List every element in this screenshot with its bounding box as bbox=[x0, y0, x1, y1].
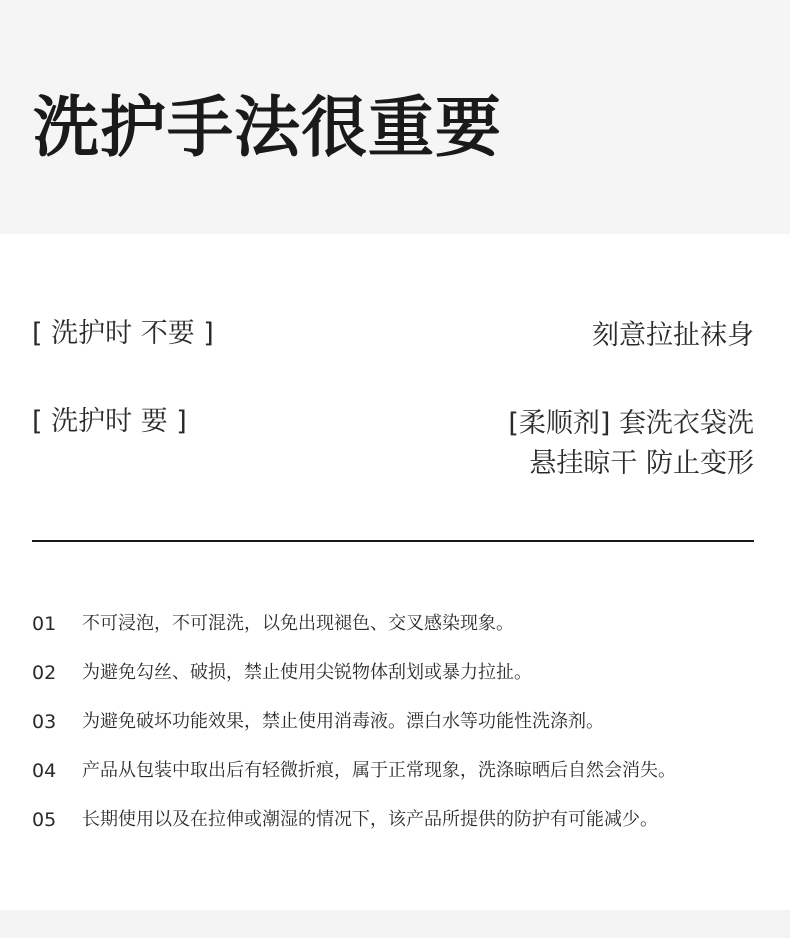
note-text: 长期使用以及在拉伸或潮湿的情况下，该产品所提供的防护有可能减少。 bbox=[82, 809, 658, 830]
note-number: 05 bbox=[32, 809, 57, 831]
note-text: 产品从包装中取出后有轻微折痕，属于正常现象，洗涤晾晒后自然会消失。 bbox=[82, 760, 676, 781]
care-value-do bbox=[508, 404, 754, 484]
page-title: 洗护手法很重要 bbox=[33, 89, 502, 166]
note-number: 04 bbox=[32, 760, 57, 782]
section-divider bbox=[32, 540, 754, 542]
note-number: 03 bbox=[32, 711, 57, 733]
note-text: 不可浸泡，不可混洗，以免出现褪色、交叉感染现象。 bbox=[82, 613, 514, 634]
care-value-line: 悬挂晾干 防止变形 bbox=[529, 448, 754, 479]
care-value-dont bbox=[592, 316, 754, 356]
note-text: 为避免破坏功能效果，禁止使用消毒液。漂白水等功能性洗涤剂。 bbox=[82, 711, 604, 732]
note-number: 02 bbox=[32, 662, 57, 684]
care-value-line: 刻意拉扯袜身 bbox=[592, 320, 754, 351]
notes-list bbox=[32, 606, 772, 851]
care-label-do: [ 洗护时 要 ] bbox=[32, 406, 187, 437]
list-item bbox=[32, 753, 772, 802]
note-number: 01 bbox=[32, 613, 57, 635]
list-item bbox=[32, 704, 772, 753]
care-label-dont: [ 洗护时 不要 ] bbox=[32, 318, 214, 349]
list-item bbox=[32, 802, 772, 851]
care-value-line: [柔顺剂] 套洗衣袋洗 bbox=[508, 408, 754, 439]
note-text: 为避免勾丝、破损，禁止使用尖锐物体刮划或暴力拉扯。 bbox=[82, 662, 532, 683]
list-item bbox=[32, 655, 772, 704]
care-row-do bbox=[32, 404, 754, 484]
care-row-dont bbox=[32, 316, 754, 356]
header-band bbox=[0, 0, 790, 234]
footer-band bbox=[0, 910, 790, 938]
list-item bbox=[32, 606, 772, 655]
